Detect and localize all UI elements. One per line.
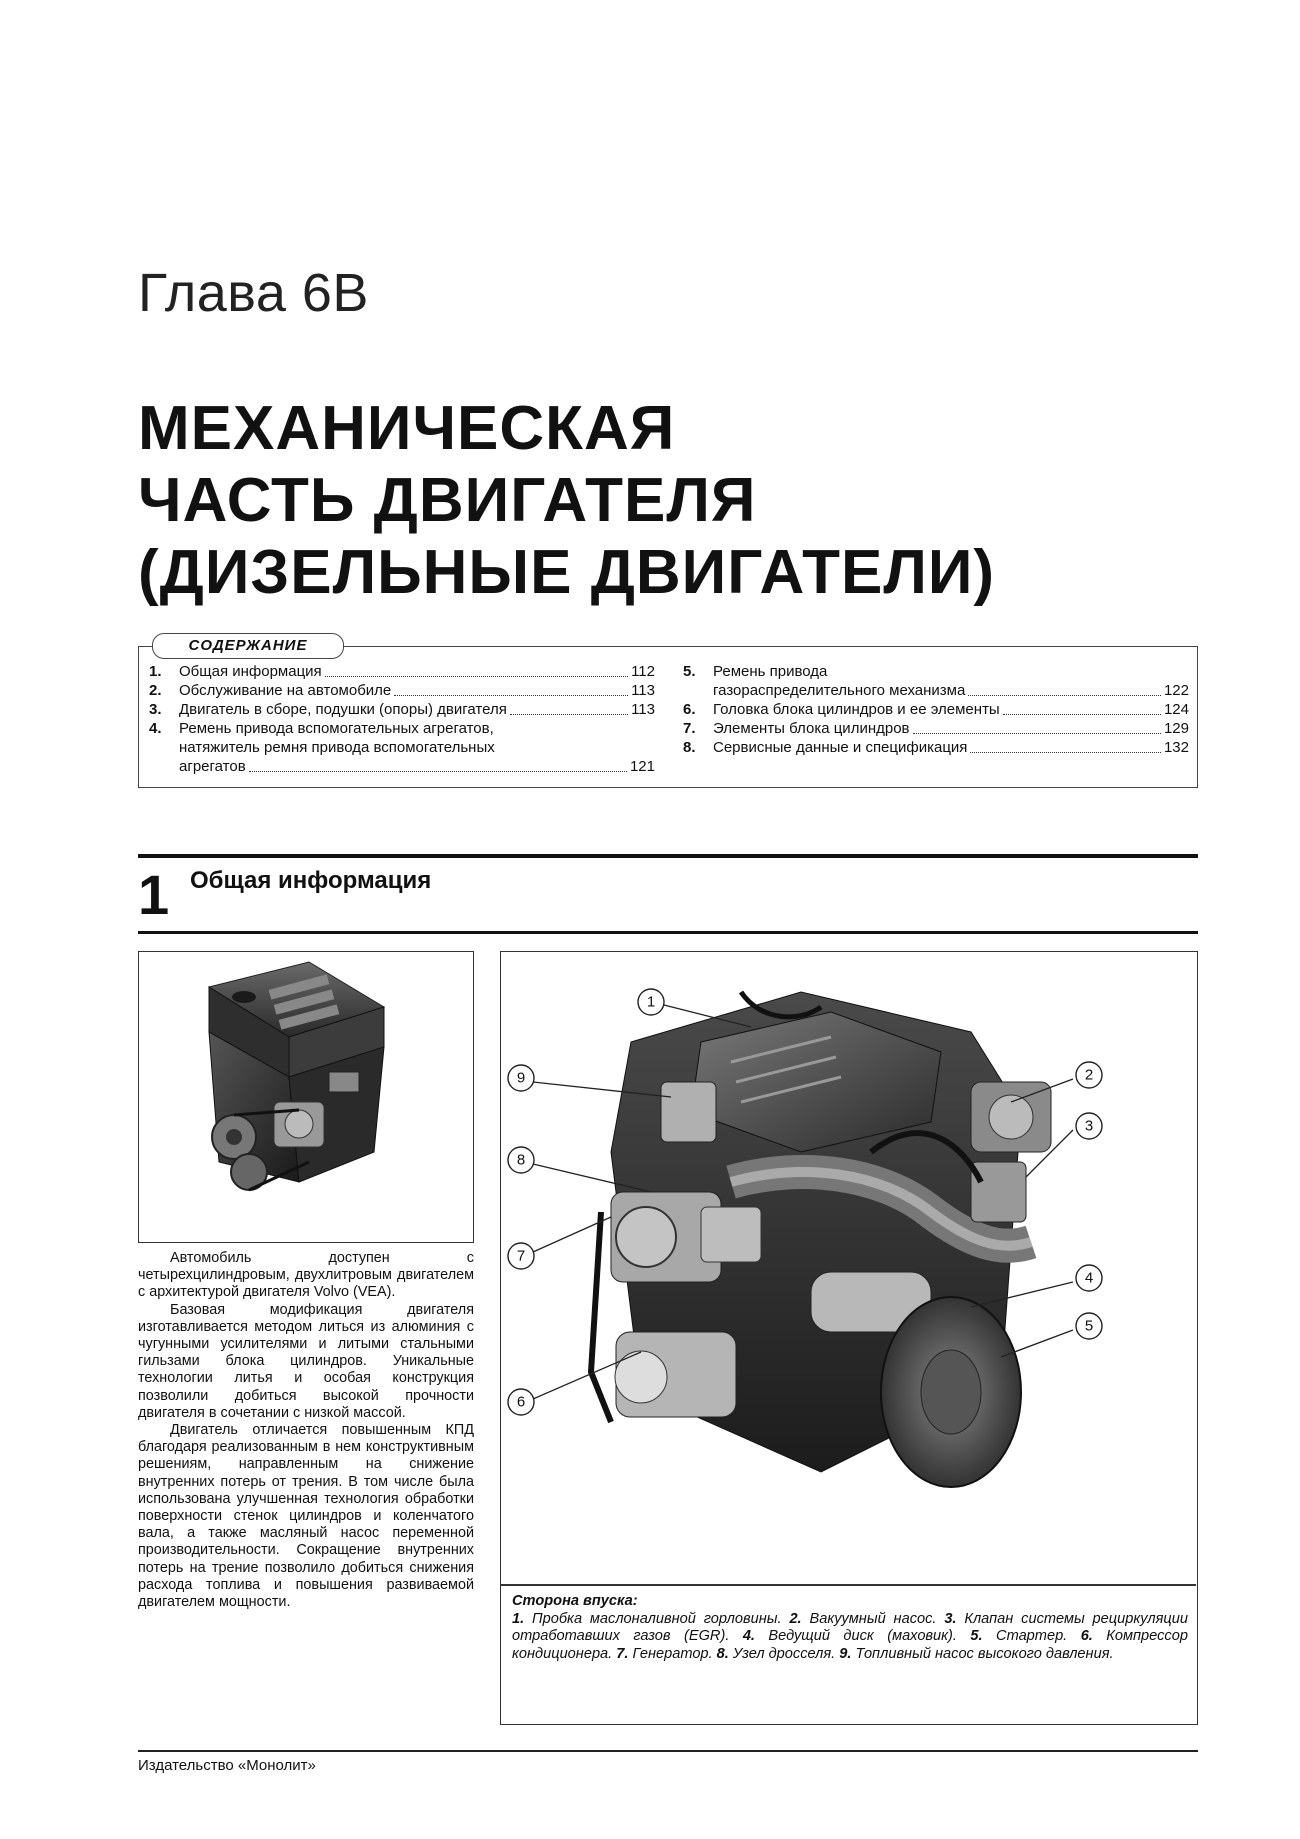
engine-cover-photo <box>138 951 474 1243</box>
figure-caption <box>512 1593 1188 1663</box>
caption-item-number: 3. <box>944 1610 957 1627</box>
toc-leader-dots <box>249 771 627 772</box>
toc-entry-text: натяжитель ремня привода вспомогательных <box>179 739 495 756</box>
callout-8-label: 8 <box>516 1151 526 1169</box>
toc-leader-dots <box>1003 714 1161 715</box>
publisher-footer: Издательство «Монолит» <box>138 1757 316 1774</box>
toc-entry-number: 2. <box>149 682 162 699</box>
caption-item-number: 4. <box>742 1628 755 1644</box>
toc-entry-page: 121 <box>629 758 655 775</box>
toc-leader-dots <box>968 695 1161 696</box>
section-rule-bottom <box>138 931 1198 934</box>
toc-entry-page: 112 <box>631 663 655 680</box>
section-title: Общая информация <box>190 867 432 894</box>
toc-leader-dots <box>394 695 628 696</box>
chapter-label: Глава 6В <box>138 263 369 323</box>
caption-item-text: Стартер. <box>996 1628 1068 1644</box>
toc-entry-number: 8. <box>683 739 696 756</box>
caption-item-number: 5. <box>970 1628 983 1644</box>
caption-item-number: 7. <box>616 1645 629 1662</box>
callout-2-label: 2 <box>1084 1066 1094 1084</box>
body-text <box>138 1250 474 1611</box>
toc-entry <box>683 738 1189 757</box>
toc-entry <box>149 700 655 719</box>
toc-entry-number: 5. <box>683 663 696 680</box>
toc-entry-text: газораспределительного механизма <box>713 682 966 699</box>
toc-entry-text: агрегатов <box>179 758 246 775</box>
section-number: 1 <box>138 863 170 926</box>
toc-entry-text: Головка блока цилиндров и ее элементы <box>713 701 1000 718</box>
toc-entry-page: 113 <box>631 701 655 718</box>
title-line-2: ЧАСТЬ ДВИГАТЕЛЯ <box>138 466 757 535</box>
page-title <box>138 393 995 609</box>
table-of-contents <box>138 646 1198 788</box>
caption-item-text: Ведущий диск (маховик). <box>768 1628 957 1644</box>
caption-item-text: Узел дросселя. <box>732 1645 836 1662</box>
engine-cover-illustration <box>139 952 472 1241</box>
caption-item-text: Клапан системы рециркуляции отработавших газов (EGR). <box>512 1610 1188 1644</box>
caption-item-text: Компрессор кондиционера. <box>512 1628 1188 1662</box>
caption-item-number: 9. <box>839 1645 852 1662</box>
callout-9-label: 9 <box>516 1069 526 1087</box>
toc-entry-text: Общая информация <box>179 663 322 680</box>
engine-intake-side-illustration <box>501 952 1196 1588</box>
toc-entry-page: 122 <box>1163 682 1189 699</box>
toc-entry-text: Двигатель в сборе, подушки (опоры) двигателя <box>179 701 507 718</box>
toc-entry-page: 113 <box>631 682 655 699</box>
toc-left-column <box>149 662 655 776</box>
toc-entry-number: 3. <box>149 701 162 718</box>
toc-heading: СОДЕРЖАНИЕ <box>152 633 344 659</box>
toc-entry-page: 132 <box>1163 739 1189 756</box>
toc-entry-page: 129 <box>1163 720 1189 737</box>
caption-item-number: 1. <box>512 1610 525 1627</box>
callout-6-label: 6 <box>516 1393 526 1411</box>
caption-item-number: 2. <box>789 1610 802 1627</box>
toc-entry-text: Сервисные данные и спецификация <box>713 739 968 756</box>
toc-entry <box>683 662 1189 700</box>
callout-5-label: 5 <box>1084 1317 1094 1335</box>
toc-leader-dots <box>913 733 1161 734</box>
toc-leader-dots <box>325 676 628 677</box>
toc-entry <box>683 700 1189 719</box>
caption-item-text: Топливный насос высокого давления. <box>855 1645 1114 1662</box>
caption-item-text: Вакуумный насос. <box>809 1610 937 1627</box>
caption-body <box>512 1611 1188 1664</box>
toc-entry <box>149 662 655 681</box>
toc-right-column <box>683 662 1189 757</box>
toc-entry <box>149 681 655 700</box>
toc-entry <box>149 719 655 776</box>
toc-entry-page: 124 <box>1163 701 1189 718</box>
toc-entry-text: Элементы блока цилиндров <box>713 720 910 737</box>
body-paragraph: Базовая модификация двигателя изготавливается методом литься из алюминия с чугунными усилителями и литыми стальными гильзами блока цилиндров. Уникальные технологии литья и особая конструкция позволили добиться высокой прочности двигателя в сочетании с низкой массой. <box>138 1301 474 1421</box>
callout-3-label: 3 <box>1084 1117 1094 1135</box>
toc-leader-dots <box>510 714 628 715</box>
caption-item-text: Генератор. <box>632 1645 713 1662</box>
footer-rule <box>138 1750 1198 1752</box>
caption-item-text: Пробка маслоналивной горловины. <box>532 1610 782 1627</box>
callout-4-label: 4 <box>1084 1269 1094 1287</box>
callout-7-label: 7 <box>516 1247 526 1265</box>
title-line-1: МЕХАНИЧЕСКАЯ <box>138 394 676 463</box>
toc-entry-text: Обслуживание на автомобиле <box>179 682 392 699</box>
callout-1-label: 1 <box>646 993 656 1011</box>
toc-entry-number: 1. <box>149 663 162 680</box>
toc-entry-number: 7. <box>683 720 696 737</box>
section-rule-top <box>138 854 1198 858</box>
title-line-3: (ДИЗЕЛЬНЫЕ ДВИГАТЕЛИ) <box>138 538 996 607</box>
toc-entry <box>683 719 1189 738</box>
body-paragraph: Автомобиль доступен с четырехцилиндровым, двухлитровым двигателем с архитектурой двигателя Volvo (VEA). <box>138 1250 474 1301</box>
toc-leader-dots <box>970 752 1161 753</box>
toc-entry-text: Ремень привода вспомогательных агрегатов, <box>179 720 494 737</box>
toc-entry-text: Ремень привода <box>713 663 828 680</box>
caption-heading: Сторона впуска: <box>512 1593 638 1609</box>
caption-item-number: 6. <box>1080 1628 1093 1644</box>
body-paragraph: Двигатель отличается повышенным КПД благодаря реализованным в нем конструктивным решениям, направленным на снижение внутренних потерь от трения. В том числе была использована улучшенная технология обработки поверхности стенок цилиндров и коленчатого вала, а также масляный насос переменной производительности. Сокращение внутренних потерь на трение позволило добиться снижения расхода топлива и повышения развиваемой двигателем мощности. <box>138 1422 474 1611</box>
caption-item-number: 8. <box>716 1645 729 1662</box>
toc-entry-number: 4. <box>149 720 162 737</box>
figure-caption-divider <box>501 1584 1196 1586</box>
toc-entry-number: 6. <box>683 701 696 718</box>
